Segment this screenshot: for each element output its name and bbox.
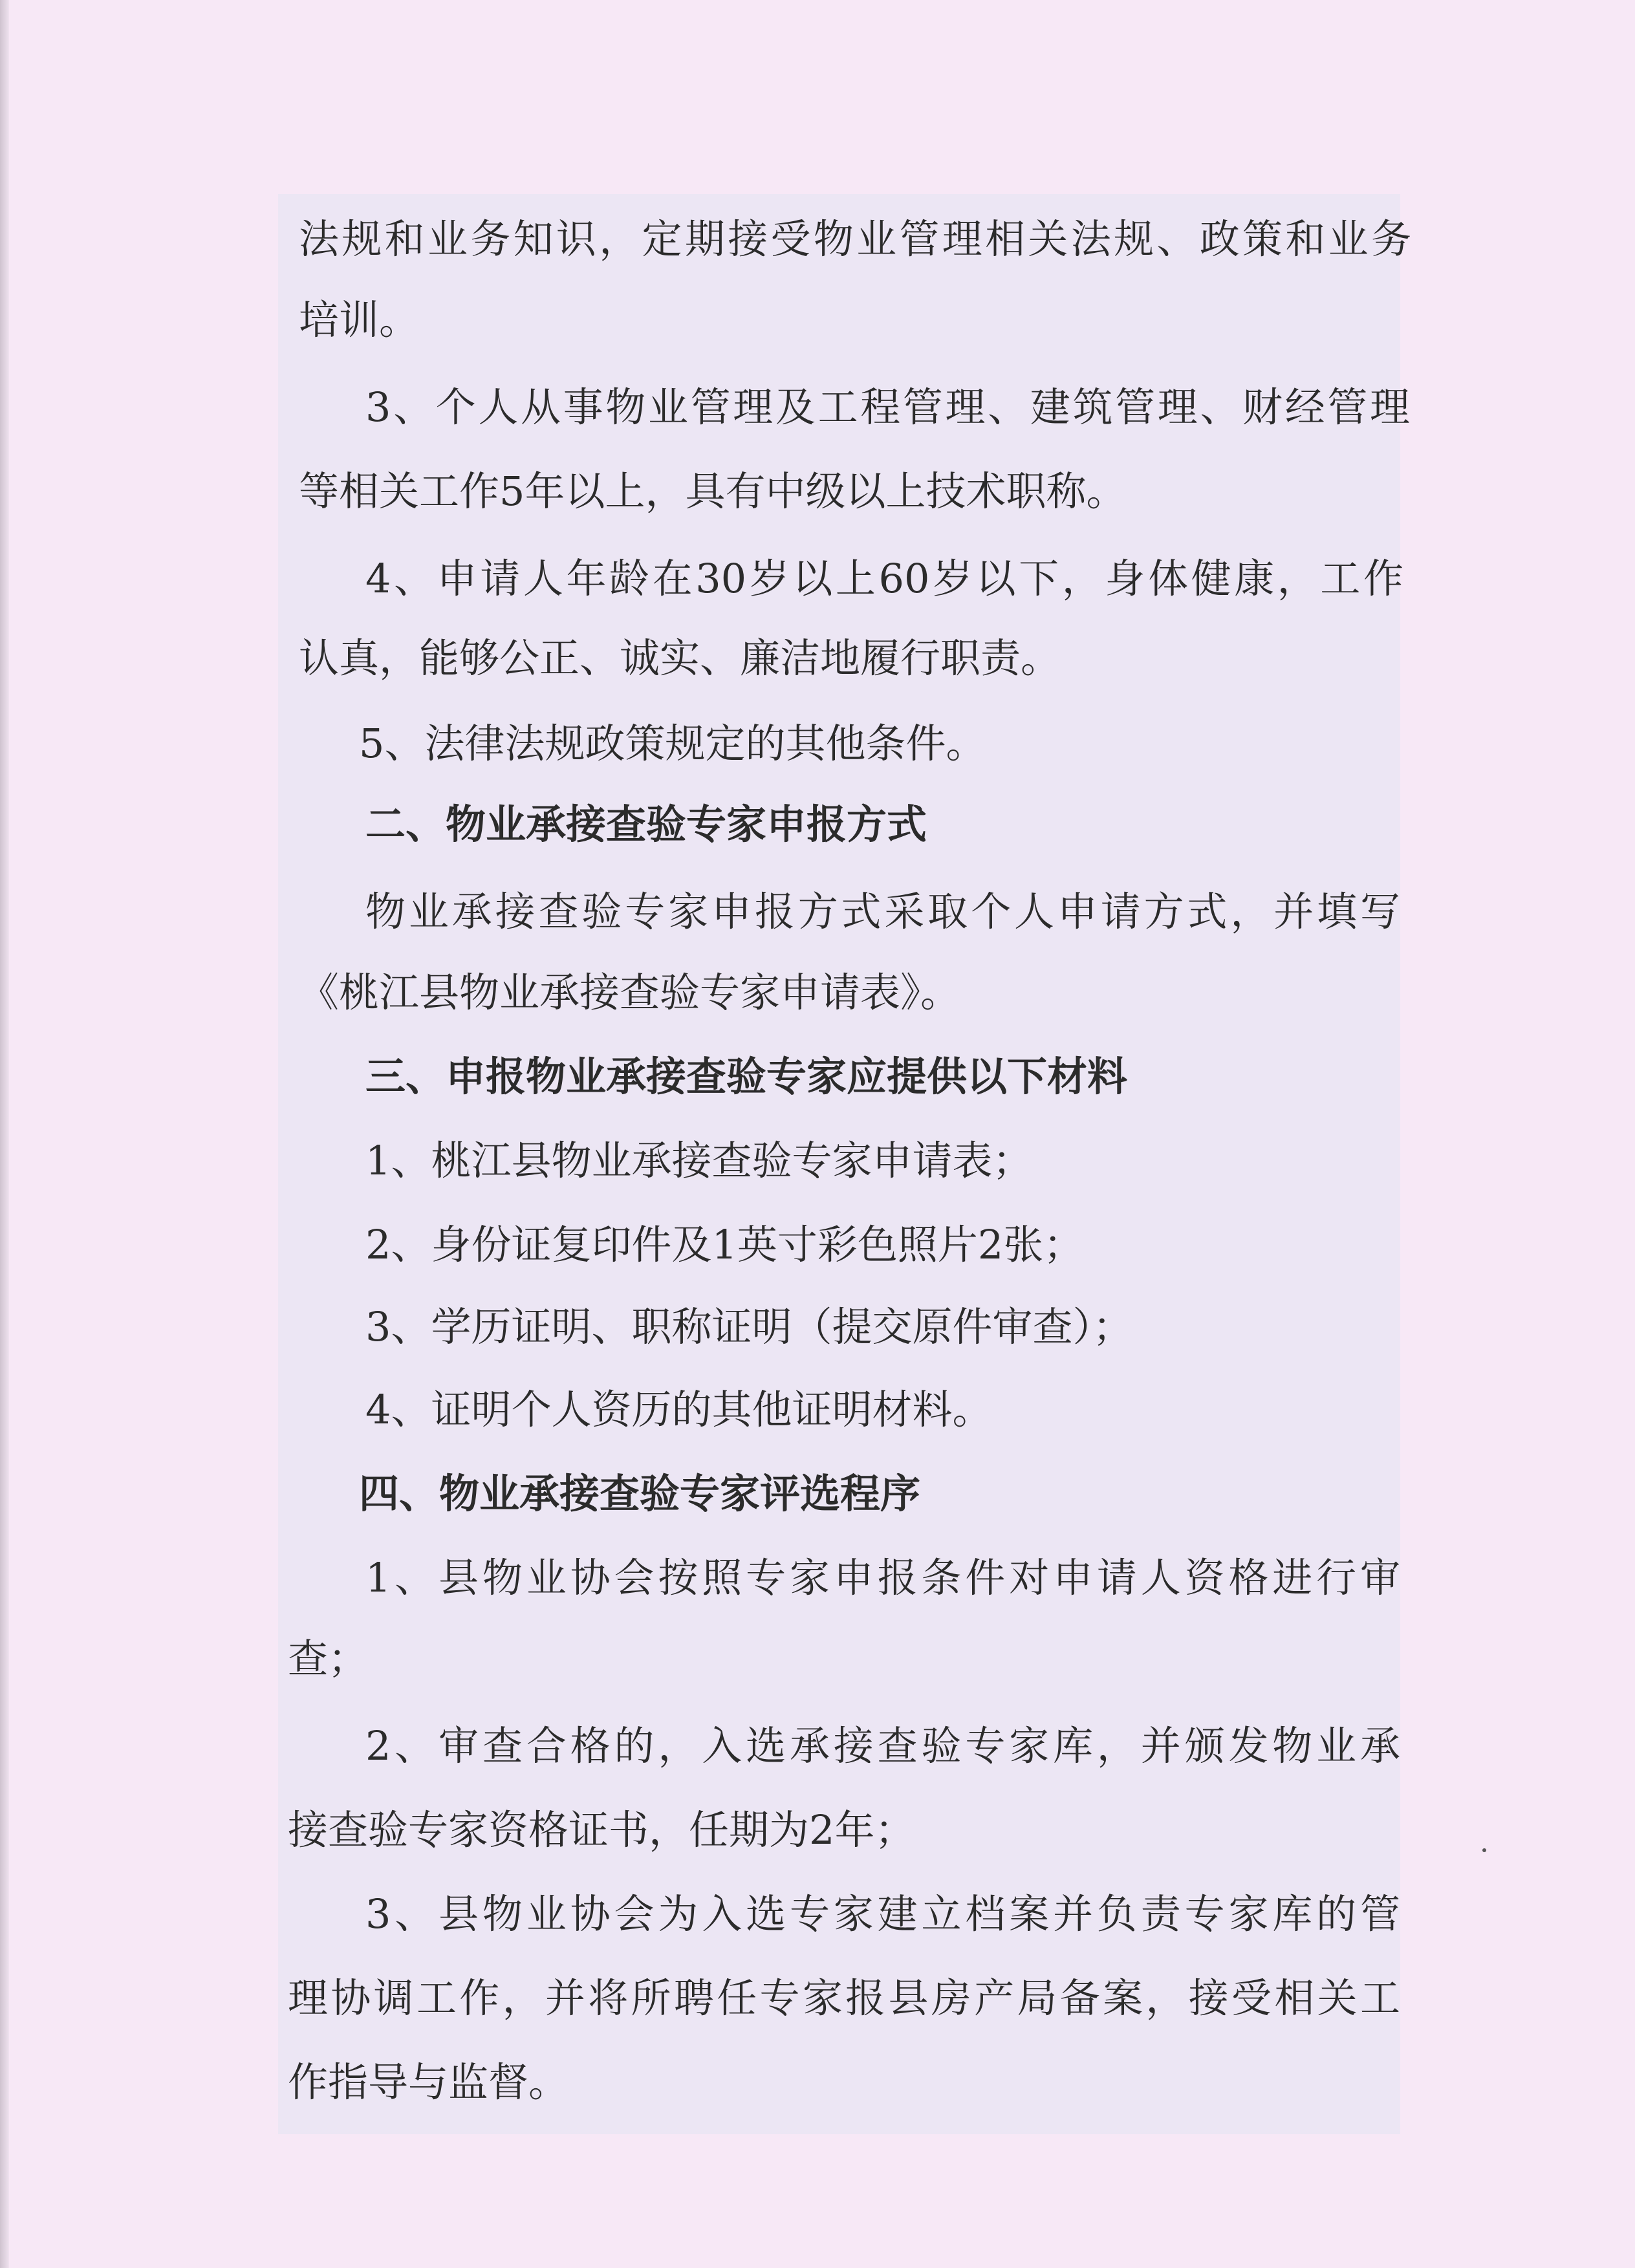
body-text-line: 作指导与监督。 xyxy=(288,2058,569,2106)
list-item-text: 4、证明个人资历的其他证明材料。 xyxy=(365,1386,993,1433)
body-text-line: 接查验专家资格证书，任期为2年； xyxy=(288,1806,915,1853)
list-item-text: 4、申请人年龄在30岁以上60岁以下，身体健康，工作 xyxy=(365,555,1403,602)
body-text-line: 等相关工作5年以上，具有中级以上技术职称。 xyxy=(299,468,1127,515)
body-text-line: 物业承接查验专家申报方式采取个人申请方式，并填写 xyxy=(365,888,1400,935)
list-item-text: 3、县物业协会为入选专家建立档案并负责专家库的管 xyxy=(365,1890,1400,1938)
scan-speck xyxy=(1482,1848,1486,1852)
list-item-text: 2、身份证复印件及1英寸彩色照片2张； xyxy=(365,1221,1084,1268)
body-text-line: 法规和业务知识，定期接受物业管理相关法规、政策和业务 xyxy=(299,215,1411,263)
body-text-line: 理协调工作，并将所聘任专家报县房产局备案，接受相关工 xyxy=(288,1974,1400,2022)
list-item-text: 5、法律法规政策规定的其他条件。 xyxy=(359,720,986,767)
list-item-text: 3、个人从事物业管理及工程管理、建筑管理、财经管理 xyxy=(365,383,1410,431)
scan-page-edge xyxy=(0,0,9,2268)
body-text-line: 《桃江县物业承接查验专家申请表》。 xyxy=(299,969,961,1016)
section-heading: 二、物业承接查验专家申报方式 xyxy=(365,801,927,848)
list-item-text: 1、桃江县物业承接查验专家申请表； xyxy=(365,1137,1033,1184)
list-item-text: 1、县物业协会按照专家申报条件对申请人资格进行审 xyxy=(365,1554,1400,1601)
list-item-text: 3、学历证明、职称证明（提交原件审查）； xyxy=(365,1303,1133,1350)
body-text-line: 认真，能够公正、诚实、廉洁地履行职责。 xyxy=(299,634,1061,682)
list-item-text: 2、审查合格的，入选承接查验专家库，并颁发物业承 xyxy=(365,1722,1400,1769)
body-text-line: 培训。 xyxy=(299,296,420,343)
section-heading: 四、物业承接查验专家评选程序 xyxy=(359,1470,921,1517)
section-heading: 三、申报物业承接查验专家应提供以下材料 xyxy=(365,1053,1128,1100)
body-text-line: 查； xyxy=(288,1635,369,1682)
